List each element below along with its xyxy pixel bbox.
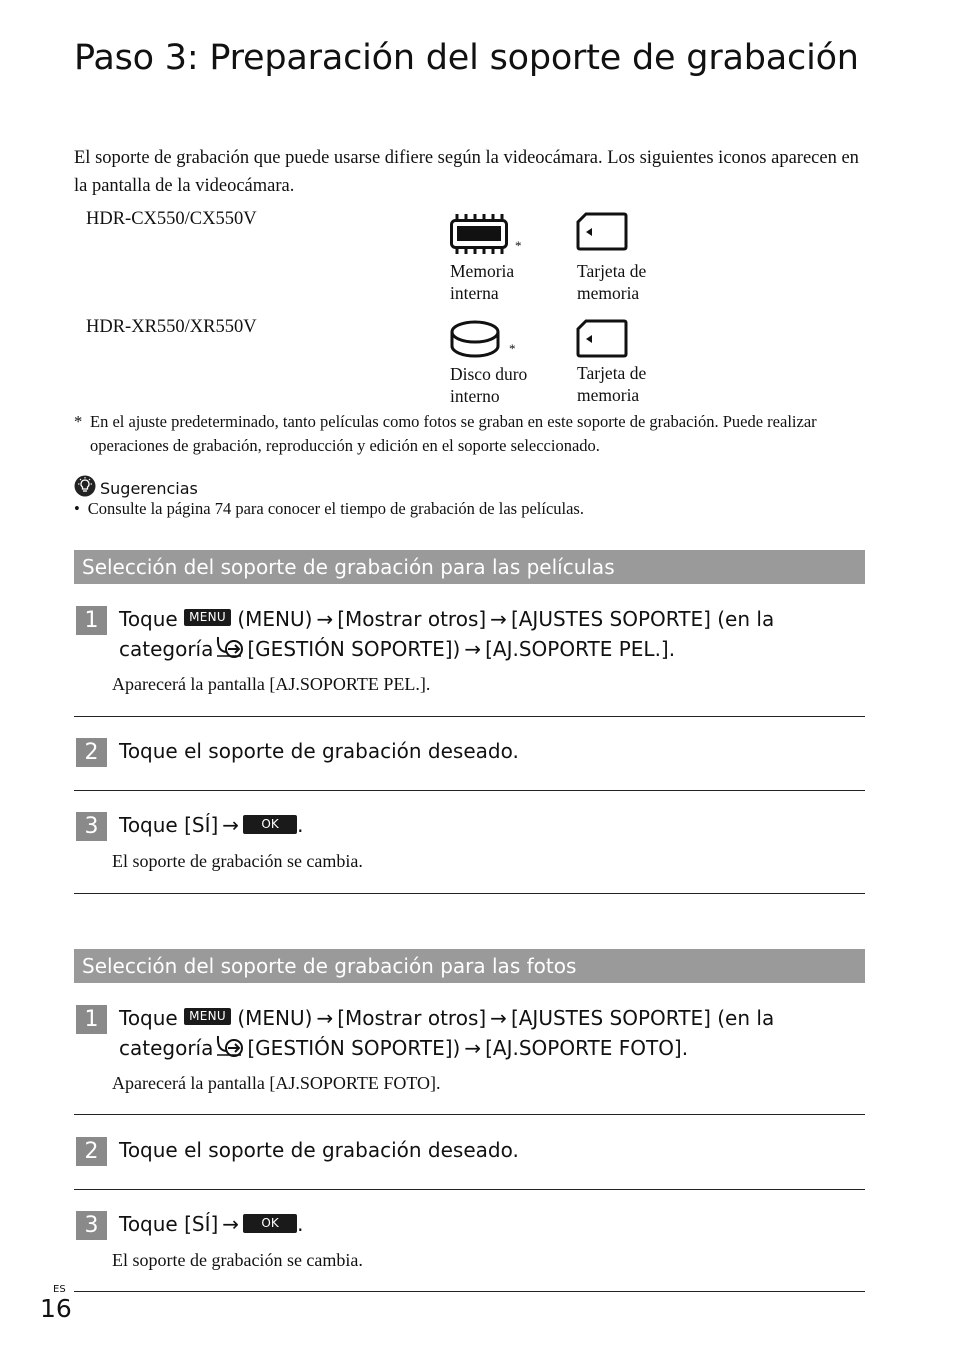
arrow-icon: → bbox=[490, 1006, 507, 1030]
page-title: Paso 3: Preparación del soporte de grabación bbox=[74, 38, 859, 78]
step-1-line-2: categoría [GESTIÓN SOPORTE]) → [AJ.SOPORTE PEL.]. bbox=[119, 634, 675, 668]
footnote-mark: * bbox=[74, 412, 83, 431]
bullet: • bbox=[74, 499, 80, 518]
arrow-icon: → bbox=[490, 607, 507, 631]
divider bbox=[74, 1189, 865, 1190]
internal-memory-icon bbox=[449, 212, 509, 261]
step-3-text: Toque [SÍ] → OK . bbox=[119, 810, 303, 840]
intro-paragraph: El soporte de grabación que puede usarse difiere según la videocámara. Los siguientes iconos aparecen en la pantalla de la videocámara. bbox=[74, 148, 859, 196]
tips-heading bbox=[74, 475, 198, 501]
memory-card-icon bbox=[576, 212, 628, 257]
arrow-icon: → bbox=[464, 637, 482, 661]
step-number-1: 1 bbox=[76, 606, 107, 635]
footnote-text: En el ajuste predeterminado, tanto películas como fotos se graban en este soporte de grabación. Puede realizar operaciones de grabación, reproducción y edición en el soporte seleccionado. bbox=[90, 412, 817, 455]
step-number-2: 2 bbox=[76, 1137, 107, 1166]
ok-button[interactable]: OK bbox=[243, 1214, 297, 1233]
ok-button[interactable]: OK bbox=[243, 815, 297, 834]
arrow-icon: → bbox=[222, 813, 240, 837]
step-number-3: 3 bbox=[76, 812, 107, 841]
tips-item-text: Consulte la página 74 para conocer el tiempo de grabación de las películas. bbox=[87, 499, 584, 518]
model-name-cx550: HDR-CX550/CX550V bbox=[86, 209, 257, 229]
step-number-2: 2 bbox=[76, 738, 107, 767]
menu-button[interactable]: MENU bbox=[184, 609, 231, 626]
asterisk-mark: * bbox=[509, 341, 516, 356]
step-number-3: 3 bbox=[76, 1211, 107, 1240]
arrow-icon: → bbox=[316, 1006, 334, 1030]
divider bbox=[74, 716, 865, 717]
divider bbox=[74, 790, 865, 791]
step-1-line-1: Toque MENU (MENU) → [Mostrar otros] → [AJUSTES SOPORTE] (en la bbox=[119, 1003, 774, 1033]
memory-card-icon bbox=[576, 319, 628, 364]
step-1-line-1: Toque MENU (MENU) → [Mostrar otros] → [AJUSTES SOPORTE] (en la bbox=[119, 604, 774, 634]
step-number-1: 1 bbox=[76, 1005, 107, 1034]
media-management-icon bbox=[215, 634, 245, 668]
arrow-icon: → bbox=[464, 1036, 482, 1060]
page-number: 16 bbox=[40, 1294, 72, 1323]
media-label-hard-disk: Disco duro interno bbox=[450, 364, 528, 406]
step-2-text: Toque el soporte de grabación deseado. bbox=[119, 739, 519, 763]
section-header-movies: Selección del soporte de grabación para las películas bbox=[74, 550, 865, 584]
step-1-line-2: categoría [GESTIÓN SOPORTE]) → [AJ.SOPORTE FOTO]. bbox=[119, 1033, 688, 1067]
arrow-icon: → bbox=[222, 1212, 240, 1236]
asterisk-mark: * bbox=[515, 238, 522, 253]
step-1-note: Aparecerá la pantalla [AJ.SOPORTE FOTO]. bbox=[112, 1073, 441, 1093]
media-label-memory-card: Tarjeta de memoria bbox=[577, 363, 647, 405]
step-3-note: El soporte de grabación se cambia. bbox=[112, 851, 363, 871]
hard-disk-icon bbox=[449, 320, 503, 365]
divider bbox=[74, 1291, 865, 1292]
footnote bbox=[74, 410, 864, 458]
media-label-internal-memory: Memoria interna bbox=[450, 261, 515, 303]
media-management-icon bbox=[215, 1033, 245, 1067]
step-1-note: Aparecerá la pantalla [AJ.SOPORTE PEL.]. bbox=[112, 674, 431, 694]
step-3-text: Toque [SÍ] → OK . bbox=[119, 1209, 303, 1239]
section-header-photos: Selección del soporte de grabación para las fotos bbox=[74, 949, 865, 983]
media-label-memory-card: Tarjeta de memoria bbox=[577, 261, 647, 303]
lightbulb-icon bbox=[74, 475, 96, 501]
step-2-text: Toque el soporte de grabación deseado. bbox=[119, 1138, 519, 1162]
language-code: ES bbox=[53, 1284, 66, 1295]
menu-button[interactable]: MENU bbox=[184, 1008, 231, 1025]
divider bbox=[74, 893, 865, 894]
tips-heading-text: Sugerencias bbox=[100, 478, 198, 498]
step-3-note: El soporte de grabación se cambia. bbox=[112, 1250, 363, 1270]
arrow-icon: → bbox=[316, 607, 334, 631]
divider bbox=[74, 1114, 865, 1115]
model-name-xr550: HDR-XR550/XR550V bbox=[86, 317, 257, 337]
tips-item bbox=[74, 499, 584, 519]
